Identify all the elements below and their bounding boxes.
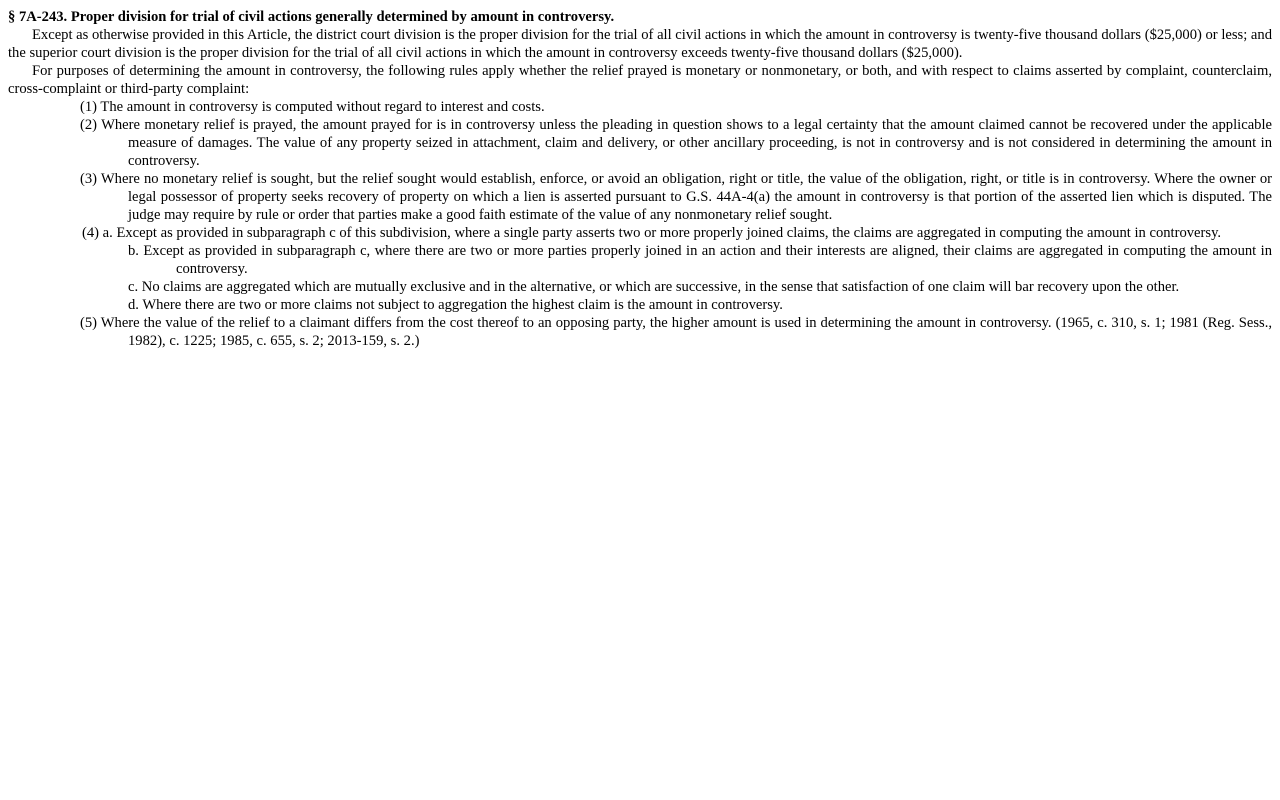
section-heading: § 7A-243. Proper division for trial of civil actions generally determined by amount in controversy. [8,9,615,25]
subdivision-4d: d. Where there are two or more claims not subject to aggregation the highest claim is the amount in controversy. [128,297,783,313]
subdivision-1: (1) The amount in controversy is computed without regard to interest and costs. [80,99,545,115]
subdivision-2: (2) Where monetary relief is prayed, the amount prayed for is in controversy unless the pleading in question shows to a legal certainty that the amount claimed cannot be recovered under the applicable measure of damages. The value of any property seized in attachment, claim and delivery, or other ancillary proceeding, is not in controversy and is not considered in determining the amount in controversy. [80,117,1272,169]
rules-paragraph: For purposes of determining the amount in controversy, the following rules apply whether the relief prayed is monetary or nonmonetary, or both, and with respect to claims asserted by complaint, counterclaim, cross-complaint or third-party complaint: [8,63,1272,97]
subdivision-3: (3) Where no monetary relief is sought, but the relief sought would establish, enforce, or avoid an obligation, right or title, the value of the obligation, right, or title is in controversy. Where the owner or legal possessor of property seeks recovery of property on which a lien is asserted pursuant to G.S. 44A-4(a) the amount in controversy is that portion of the asserted lien which is disputed. The judge may require by rule or order that parties make a good faith estimate of the value of any nonmonetary relief sought. [80,171,1272,223]
subdivision-5: (5) Where the value of the relief to a claimant differs from the cost thereof to an opposing party, the higher amount is used in determining the amount in controversy. (1965, c. 310, s. 1; 1981 (Reg. Sess., 1982), c. 1225; 1985, c. 655, s. 2; 2013-159, s. 2.) [80,315,1272,349]
subdivision-4a: (4) a. Except as provided in subparagraph c of this subdivision, where a single party asserts two or more properly joined claims, the claims are aggregated in computing the amount in controversy. [82,225,1222,241]
subdivision-4b: b. Except as provided in subparagraph c, where there are two or more parties properly joined in an action and their interests are aligned, their claims are aggregated in computing the amount in controversy. [128,243,1272,277]
intro-paragraph: Except as otherwise provided in this Article, the district court division is the proper division for the trial of all civil actions in which the amount in controversy is twenty-five thousand dollars ($25,000) or less; and the superior court division is the proper division for the trial of all civil actions in which the amount in controversy exceeds twenty-five thousand dollars ($25,000). [8,27,1272,61]
statute-document [8,8,1272,350]
subdivision-4c: c. No claims are aggregated which are mutually exclusive and in the alternative, or which are successive, in the sense that satisfaction of one claim will bar recovery upon the other. [128,279,1180,295]
